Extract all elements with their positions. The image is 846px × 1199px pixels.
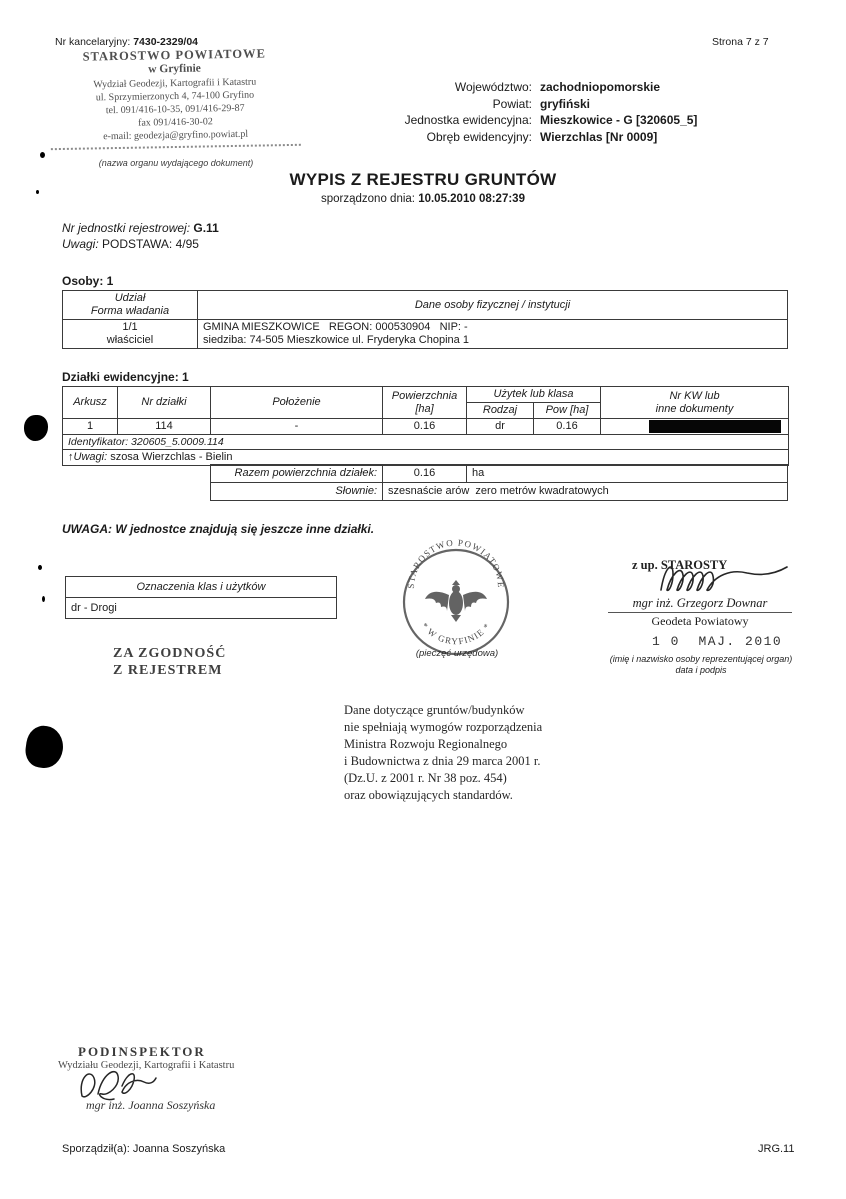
standards-disclaimer [344,702,542,804]
parcels-header-row1 [63,387,789,403]
ink-blob [23,724,65,771]
registry-unit [62,221,219,235]
identifier-value: 320605_5.0009.114 [131,436,224,448]
prepared-by-value: Joanna Soszyńska [132,1143,226,1155]
admin-row [300,112,788,129]
ink-dot [36,190,39,194]
persons-col1-header-line1: Udział [114,292,146,304]
prepared-by [62,1143,225,1155]
letterhead-line: STAROSTWO POWIATOWE [82,46,266,64]
letterhead-line: tel. 091/416-10-35, 091/416-29-87 [105,102,245,117]
col-header-kw-line1: Nr KW lub [669,389,720,402]
document-title: WYPIS Z REJESTRU GRUNTÓW [289,170,557,189]
share-tenure-cell [63,320,198,349]
total-area-label: Razem powierzchnia działek: [211,465,383,483]
col-header-area-line1: Powierzchnia [391,389,458,402]
disclaimer-line: Ministra Rozwoju Regionalnego [344,737,508,751]
date-stamp: 1 0 MAJ. 2010 [652,634,783,649]
disclaimer-line: nie spełniają wymogów rozporządzenia [344,720,543,734]
col-header-use-class: Użytek lub klasa [467,387,601,403]
letterhead-line: fax 091/416-30-02 [137,116,213,129]
parcel-data-row [63,419,789,435]
persons-col1-header [63,291,198,320]
area-words-row [211,483,788,501]
document-subtitle [0,193,846,205]
ink-dot [40,152,45,158]
subtitle-label: sporządzono dnia: [321,193,415,205]
registry-remarks [62,237,199,251]
parcel-identifier-row [63,435,789,450]
signatory-name: mgr inż. Grzegorz Downar [608,596,792,613]
admin-value: Wierzchlas [Nr 0009] [540,129,658,144]
parcels-heading: Działki ewidencyjne: 1 [62,370,189,384]
parcel-identifier [63,435,789,450]
col-header-location: Położenie [211,387,383,419]
admin-value: gryfiński [540,96,591,111]
location-value: - [211,419,383,435]
col-header-kw-line2: inne dokumenty [655,402,734,415]
persons-data-row [63,320,788,349]
signatory-title: Geodeta Powiatowy [651,614,749,628]
total-area-value: 0.16 [383,465,467,483]
admin-row [300,79,788,96]
certification-stamp-text [113,645,226,679]
legend-header: Oznaczenia klas i użytków [66,577,337,598]
registry-remarks-label: Uwagi: [62,237,99,251]
total-area-unit: ha [467,465,788,483]
person-details-cell [198,320,788,349]
col-header-use-area: Pow [ha] [534,403,601,419]
administrative-info [300,79,788,145]
persons-heading: Osoby: 1 [62,274,114,288]
person-details-line1: GMINA MIESZKOWICE REGON: 000530904 NIP: - [203,321,468,333]
parcels-table [62,386,789,466]
legend-entry: dr - Drogi [66,598,337,619]
certification-line2: Z REJESTREM [113,663,223,678]
col-header-kw [601,387,789,419]
admin-value: Mieszkowice - G [320605_5] [540,113,698,127]
col-header-area-line2: [ha] [415,402,434,415]
signature-downar [655,548,795,600]
letterhead-line: w Gryfinie [148,62,201,76]
registry-number [55,36,198,48]
col-header-parcel-no: Nr działki [118,387,211,419]
admin-label: Powiat: [492,96,532,111]
redacted-value [649,420,781,433]
area-words-label: Słownie: [211,483,383,501]
ink-dot [42,596,45,602]
identifier-label: Identyfikator: [68,436,129,448]
area-summary-table [210,464,788,501]
admin-value: zachodniopomorskie [540,80,661,94]
admin-label: Województwo: [454,80,532,94]
registry-number-label: Nr kancelaryjny: [55,36,131,48]
col-header-use-type: Rodzaj [467,403,534,419]
subtitle-datetime: 10.05.2010 08:27:39 [418,193,525,205]
registry-number-value: 7430-2329/04 [133,36,199,48]
inspector-department: Wydziału Geodezji, Kartografii i Katastru [58,1060,235,1071]
disclaimer-line: i Budownictwa z dnia 29 marca 2001 r. [344,754,541,768]
eagle-emblem [425,580,487,622]
other-parcels-notice: UWAGA: W jednostce znajdują się jeszcze inne działki. [62,522,375,536]
inspector-title: PODINSPEKTOR [78,1044,206,1059]
total-area-row [211,465,788,483]
registry-remarks-value: PODSTAWA: 4/95 [102,237,199,251]
registry-unit-value: G.11 [193,221,219,235]
page-indicator: Strona 7 z 7 [712,36,769,48]
legend-header-row [66,577,337,598]
persons-header-row [63,291,788,320]
col-header-sheet: Arkusz [63,387,118,419]
legend-entry-row [66,598,337,619]
certification-line1: ZA ZGODNOŚĆ [113,646,227,661]
on-behalf-label: z up. STAROSTY [632,558,728,572]
letterhead-line: ul. Sprzymierzonych 4, 74-100 Gryfino [95,89,255,104]
parcel-remarks-label: Uwagi: [73,451,108,463]
disclaimer-line: oraz obowiązujących standardów. [344,788,513,802]
letterhead-line: Wydział Geodezji, Kartografii i Katastru [93,76,257,91]
remarks-arrow: ↑ [68,451,74,463]
admin-label: Obręb ewidencyjny: [426,129,532,144]
parcel-remarks-value: szosa Wierzchlas - Bielin [110,451,233,463]
persons-table [62,290,788,349]
seal-top-text: STAROSTWO POWIATOWE [405,537,507,589]
tenure-value: właściciel [106,334,154,346]
area-value: 0.16 [383,419,467,435]
area-words-value: szesnaście arów zero metrów kwadratowych [383,483,788,501]
ink-dot [38,565,42,570]
letterhead-caption: (nazwa organu wydającego dokument) [98,158,254,168]
col-header-area [383,387,467,419]
admin-label: Jednostka ewidencyjna: [404,113,532,127]
admin-row [300,96,788,113]
land-use-legend [65,576,337,619]
persons-col2-header: Dane osoby fizycznej / instytucji [198,291,788,320]
signature-caption-line2: data i podpis [675,665,727,675]
prepared-by-label: Sporządził(a): [62,1143,130,1155]
letterhead-line: e-mail: geodezja@gryfino.powiat.pl [103,128,249,143]
admin-row [300,129,788,146]
share-value: 1/1 [122,321,138,333]
inspector-name: mgr inż. Joanna Soszyńska [86,1098,216,1112]
ink-blob [24,415,48,441]
seal-caption: (pieczęć urzędowa) [415,648,499,659]
sheet-value: 1 [63,419,118,435]
parcel-no-value: 114 [118,419,211,435]
issuer-letterhead-stamp [49,46,301,150]
disclaimer-line: Dane dotyczące gruntów/budynków [344,703,525,717]
signature-caption-line1: (imię i nazwisko osoby reprezentującej organ) [609,654,793,664]
registry-unit-label: Nr jednostki rejestrowej: [62,221,191,235]
use-area-value: 0.16 [534,419,601,435]
seal-bottom-text: * W GRYFINIE * [419,620,493,647]
disclaimer-line: (Dz.U. z 2001 r. Nr 38 poz. 454) [344,771,507,785]
signature-caption [606,654,796,676]
document-code: JRG.11 [758,1143,795,1155]
kw-cell [601,419,789,435]
person-details-line2: siedziba: 74-505 Mieszkowice ul. Fryderyka Chopina 1 [203,334,469,346]
use-type-value: dr [467,419,534,435]
persons-col1-header-line2: Forma władania [90,305,170,317]
